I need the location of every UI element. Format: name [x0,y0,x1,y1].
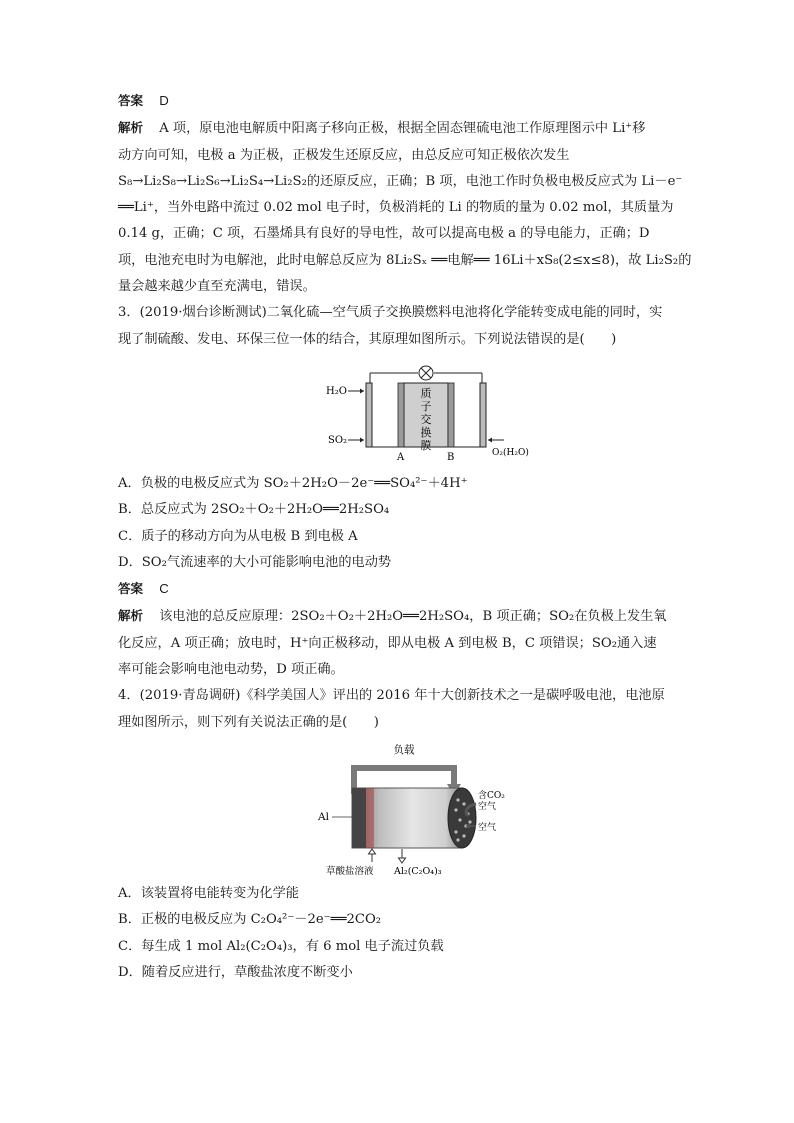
analysis-text: 项，电池充电时为电解池，此时电解总反应为 8Li₂Sₓ ══电解══ 16Li＋xS₈(2≤x≤8)，故 Li₂S₂的 [118,252,692,268]
product-label: Al₂(C₂O₄)₃ [394,865,442,877]
arrow-icon [399,858,406,863]
q4-stem: 4．(2019·青岛调研)《科学美国人》评出的 2016 年十大创新技术之一是碳呼吸电池，电池原 [118,688,665,704]
load-label: 负载 [393,743,415,756]
electrode-b-label: B [447,451,455,463]
answer-value: D [159,93,169,108]
co2-label: 含CO₂ [478,790,505,801]
q2-answer-line [118,88,678,115]
q3-stem: 现了制硫酸、发电、环保三位一体的结合，其原理如图所示。下列说法错误的是( ) [118,331,617,347]
al-label: Al [318,810,329,823]
analysis-text: ══Li⁺，当外电路中流过 0.02 mol 电子时，负极消耗的 Li 的物质的量为 0.02 mol，其质量为 [118,200,674,216]
q4-option-d: D．随着反应进行，草酸盐浓度不断变小 [118,964,353,980]
q4-option-c: C．每生成 1 mol Al₂(C₂O₄)₃，有 6 mol 电子流过负载 [118,938,444,954]
q3-option-b: B．总反应式为 2SO₂＋O₂＋2H₂O══2H₂SO₄ [118,502,390,518]
q4-option-b: B．正极的电极反应为 C₂O₄²⁻－2e⁻══2CO₂ [118,912,382,928]
membrane-char: 质 [420,386,432,400]
q3-option-a: A．负极的电极反应式为 SO₂＋2H₂O－2e⁻══SO₄²⁻＋4H⁺ [118,475,468,491]
membrane-char: 交 [420,412,432,426]
electrode-a [366,383,372,447]
answer-tag: 答案 [118,581,144,597]
analysis-text: 率可能会影响电池电动势，D 项正确。 [118,662,344,678]
o2-label: O₂(H₂O) [492,447,529,458]
q3-answer-line [118,576,678,603]
so2-label: SO₂ [328,434,348,446]
analysis-text: 量会越来越少直至充满电，错误。 [118,279,316,295]
air-label-2: 空气 [478,822,497,833]
q3-option-d: D．SO₂气流速率的大小可能影响电池的电动势 [118,554,392,570]
oxalate-label: 草酸盐溶液 [326,865,374,877]
analysis-text: A 项，原电池电解质中阳离子移向正极，根据全固态锂硫电池工作原理图示中 Li⁺移 [159,121,646,137]
q2-analysis-line [118,115,678,142]
document-page [118,88,692,986]
q3-analysis-line [118,603,678,630]
answer-value: C [159,581,169,597]
q3-stem: 3．(2019·烟台诊断测试)二氧化硫—空气质子交换膜燃料电池将化学能转变成电能的同时，实 [118,305,663,321]
electrode-a-label: A [397,451,405,463]
analysis-text: 0.14 g，正确；C 项，石墨烯具有良好的导电性，故可以提高电极 a 的导电能力，正确；D [118,226,650,242]
analysis-tag: 解析 [118,608,144,624]
h2o-label: H₂O [326,385,347,397]
q3-option-c: C．质子的移动方向为从电极 B 到电极 A [118,528,358,544]
aluminum-electrode [352,788,366,848]
electrode-b [480,383,486,447]
q4-option-a: A．该装置将电能转变为化学能 [118,885,299,901]
membrane-char: 膜 [420,438,432,452]
analysis-text: 该电池的总反应原理：2SO₂＋O₂＋2H₂O══2H₂SO₄，B 项正确；SO₂在负极上发生氧 [159,609,667,625]
arrow-icon [369,849,376,854]
answer-tag: 答案 [118,93,144,108]
analysis-text: 化反应，A 项正确；放电时，H⁺向正极移动，即从电极 A 到电极 B，C 项错误；SO₂通入速 [118,635,657,651]
analysis-text: S₈→Li₂S₈→Li₂S₆→Li₂S₄→Li₂S₂的还原反应，正确；B 项，电池工作时负极电极反应式为 Li－e⁻ [118,173,683,189]
membrane-char: 子 [420,399,432,413]
porous-cathode [448,788,476,848]
fuel-cell-diagram [326,359,529,467]
membrane-char: 换 [420,425,432,439]
analysis-tag: 解析 [118,120,144,136]
analysis-text: 动方向可知，电极 a 为正极，正极发生还原反应，由总反应可知正极依次发生 [118,147,570,163]
q4-stem: 理如图所示，则下列有关说法正确的是( ) [118,714,379,730]
air-label-1: 空气 [478,801,497,812]
carbon-breathing-battery-diagram [318,742,505,877]
